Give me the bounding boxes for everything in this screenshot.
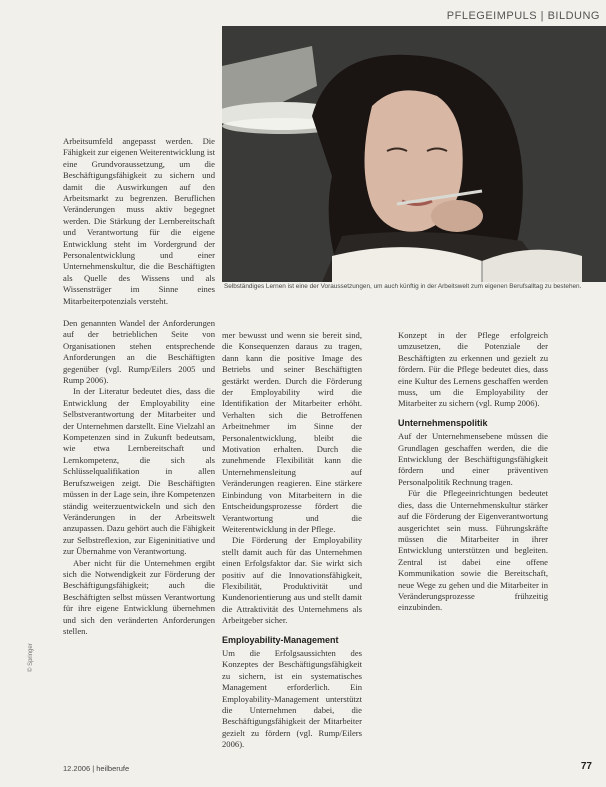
column-right [398,330,548,614]
paragraph: Für die Pflegeeinrichtungen bedeutet dies, dass die Unternehmenskultur stärker auf die Förderung der Eigenverantwortung ausgerichtet sein muss. Führungskräfte müssen die Mitarbeiter in ihrer Entwicklung unterstützen und begleiten. Zentral ist dabei eine offene Kommunikation sowie die Bereitschaft, neue Wege zu gehen und die Mitarbeiter in Veränderungsprozesse frühzeitig einzubinden. [398,488,548,613]
paragraph: Arbeitsumfeld angepasst werden. Die Fähigkeit zur eigenen Weiterentwicklung ist eine Grundvoraussetzung, um die Beschäftigungsfähigkeit zu sichern und damit die Auswirkungen auf den Arbeitsmarkt zu begrenzen. Beruflichen Veränderungen muss aktiv begegnet werden. Die Stärkung der Lernbereitschaft und Verantwortung für die eigene Entwicklung steht im Vordergrund der Personalentwicklung und einer Unternehmenskultur, die die Beschäftigten als Quelle des Wissens und als Wissensträger im Sinne eines Mitarbeiterpotenzials versteht. [63,136,215,306]
issue-label: 12.2006 | heilberufe [63,764,130,773]
column-middle [222,330,362,751]
page-number: 77 [580,761,592,772]
section-heading: Employability-Management [222,634,339,645]
photo-caption: Selbständiges Lernen ist eine der Voraussetzungen, um auch künftig in der Arbeitswelt zum eigenen Berufsalltag zu bestehen. [224,283,582,290]
paragraph: mer bewusst und wenn sie bereit sind, die Konsequenzen daraus zu tragen, dann kann die positive Image des Betriebs und seiner Beschäftigten gestärkt werden. Durch die Förderung der Employability wird die Identifikation der Mitarbeiter erhöht. Verhalten sich die Betroffenen Arbeitnehmer im Sinne der Personalentwicklung, bleibt die Motivation erhalten. Durch die zunehmende Flexibilität kann die Unternehmensleitung auf Veränderungen reagieren. Eine stärkere Einbindung von Mitarbeitern in die Entscheidungsprozesse fördert die Verantwortung und die Weiterentwicklung in der Pflege. [222,330,362,534]
column-left [63,318,215,637]
paragraph: Aber nicht für die Unternehmen ergibt sich die Notwendigkeit zur Förderung der Beschäftigungsfähigkeit; auch die Beschäftigten selbst müssen Verantwortung für ihre eigene Entwicklung übernehmen und sich den veränderten Anforderungen stellen. [63,557,215,636]
paragraph: Um die Erfolgsaussichten des Konzeptes der Beschäftigungsfähigkeit zu sichern, ist ein systematisches Management erforderlich. Ein Employability-Management unterstützt die Unternehmen dabei, die Beschäftigungsfähigkeit der Mitarbeiter gezielt zu fördern (vgl. Rump/Eilers 2006). [222,647,362,750]
photo-student-reading [222,26,606,282]
section-label: PFLEGEIMPULS | BILDUNG [446,10,600,22]
photo-illustration [222,26,606,282]
section-heading: Unternehmenspolitik [398,417,488,428]
paragraph: Konzept in der Pflege erfolgreich umzusetzen, die Potenziale der Beschäftigten zu erkennen und gezielt zu fördern. Für die Pflege bedeutet dies, dass eine Kultur des Lernens geschaffen werden muss, um die Employability der Mitarbeiter zu sichern (vgl. Rump 2006). [398,330,548,409]
paragraph: In der Literatur bedeutet dies, dass die Entwicklung der Employability eine Selbstverantwortung der Mitarbeiter und der Unternehmen darstellt. Eine Vielzahl an Kompetenzen sind in Zukunft bedeutsam, wie etwa Lernbereitschaft und Lernkompetenz, die sich als Schlüsselqualifikation in allen Berufszweigen zeigt. Die Beschäftigten müssen in der Lage sein, ihre Kompetenzen ständig weiterzuentwickeln und sich den Veränderungen in der Arbeitswelt anzupassen. Dazu gehört auch die Fähigkeit zur Selbstreflexion, zur Eigeninitiative und zur Übernahme von Verantwortung. [63,386,215,557]
column-left-top [63,136,215,307]
paragraph: Auf der Unternehmensebene müssen die Grundlagen geschaffen werden, die die Entwicklung der Beschäftigungsfähigkeit fördern und einer präventiven Personalpolitik Rechnung tragen. [398,431,548,487]
paragraph: Die Förderung der Employability stellt damit auch für das Unternehmen einen Erfolgsfaktor dar. Sie wirkt sich positiv auf die Innovationsfähigkeit, Flexibilität, Produktivität und Kundenorientierung aus und stellt damit die Attraktivität des Unternehmens als Arbeitgeber sicher. [222,535,362,626]
side-copyright: © Springer [28,643,34,672]
paragraph: Den genannten Wandel der Anforderungen auf der betrieblichen Seite von Organisationen stehen entsprechende Anforderungen an die Beschäftigten gegenüber (vgl. Rump/Eilers 2005 und Rump 2006). [63,318,215,386]
